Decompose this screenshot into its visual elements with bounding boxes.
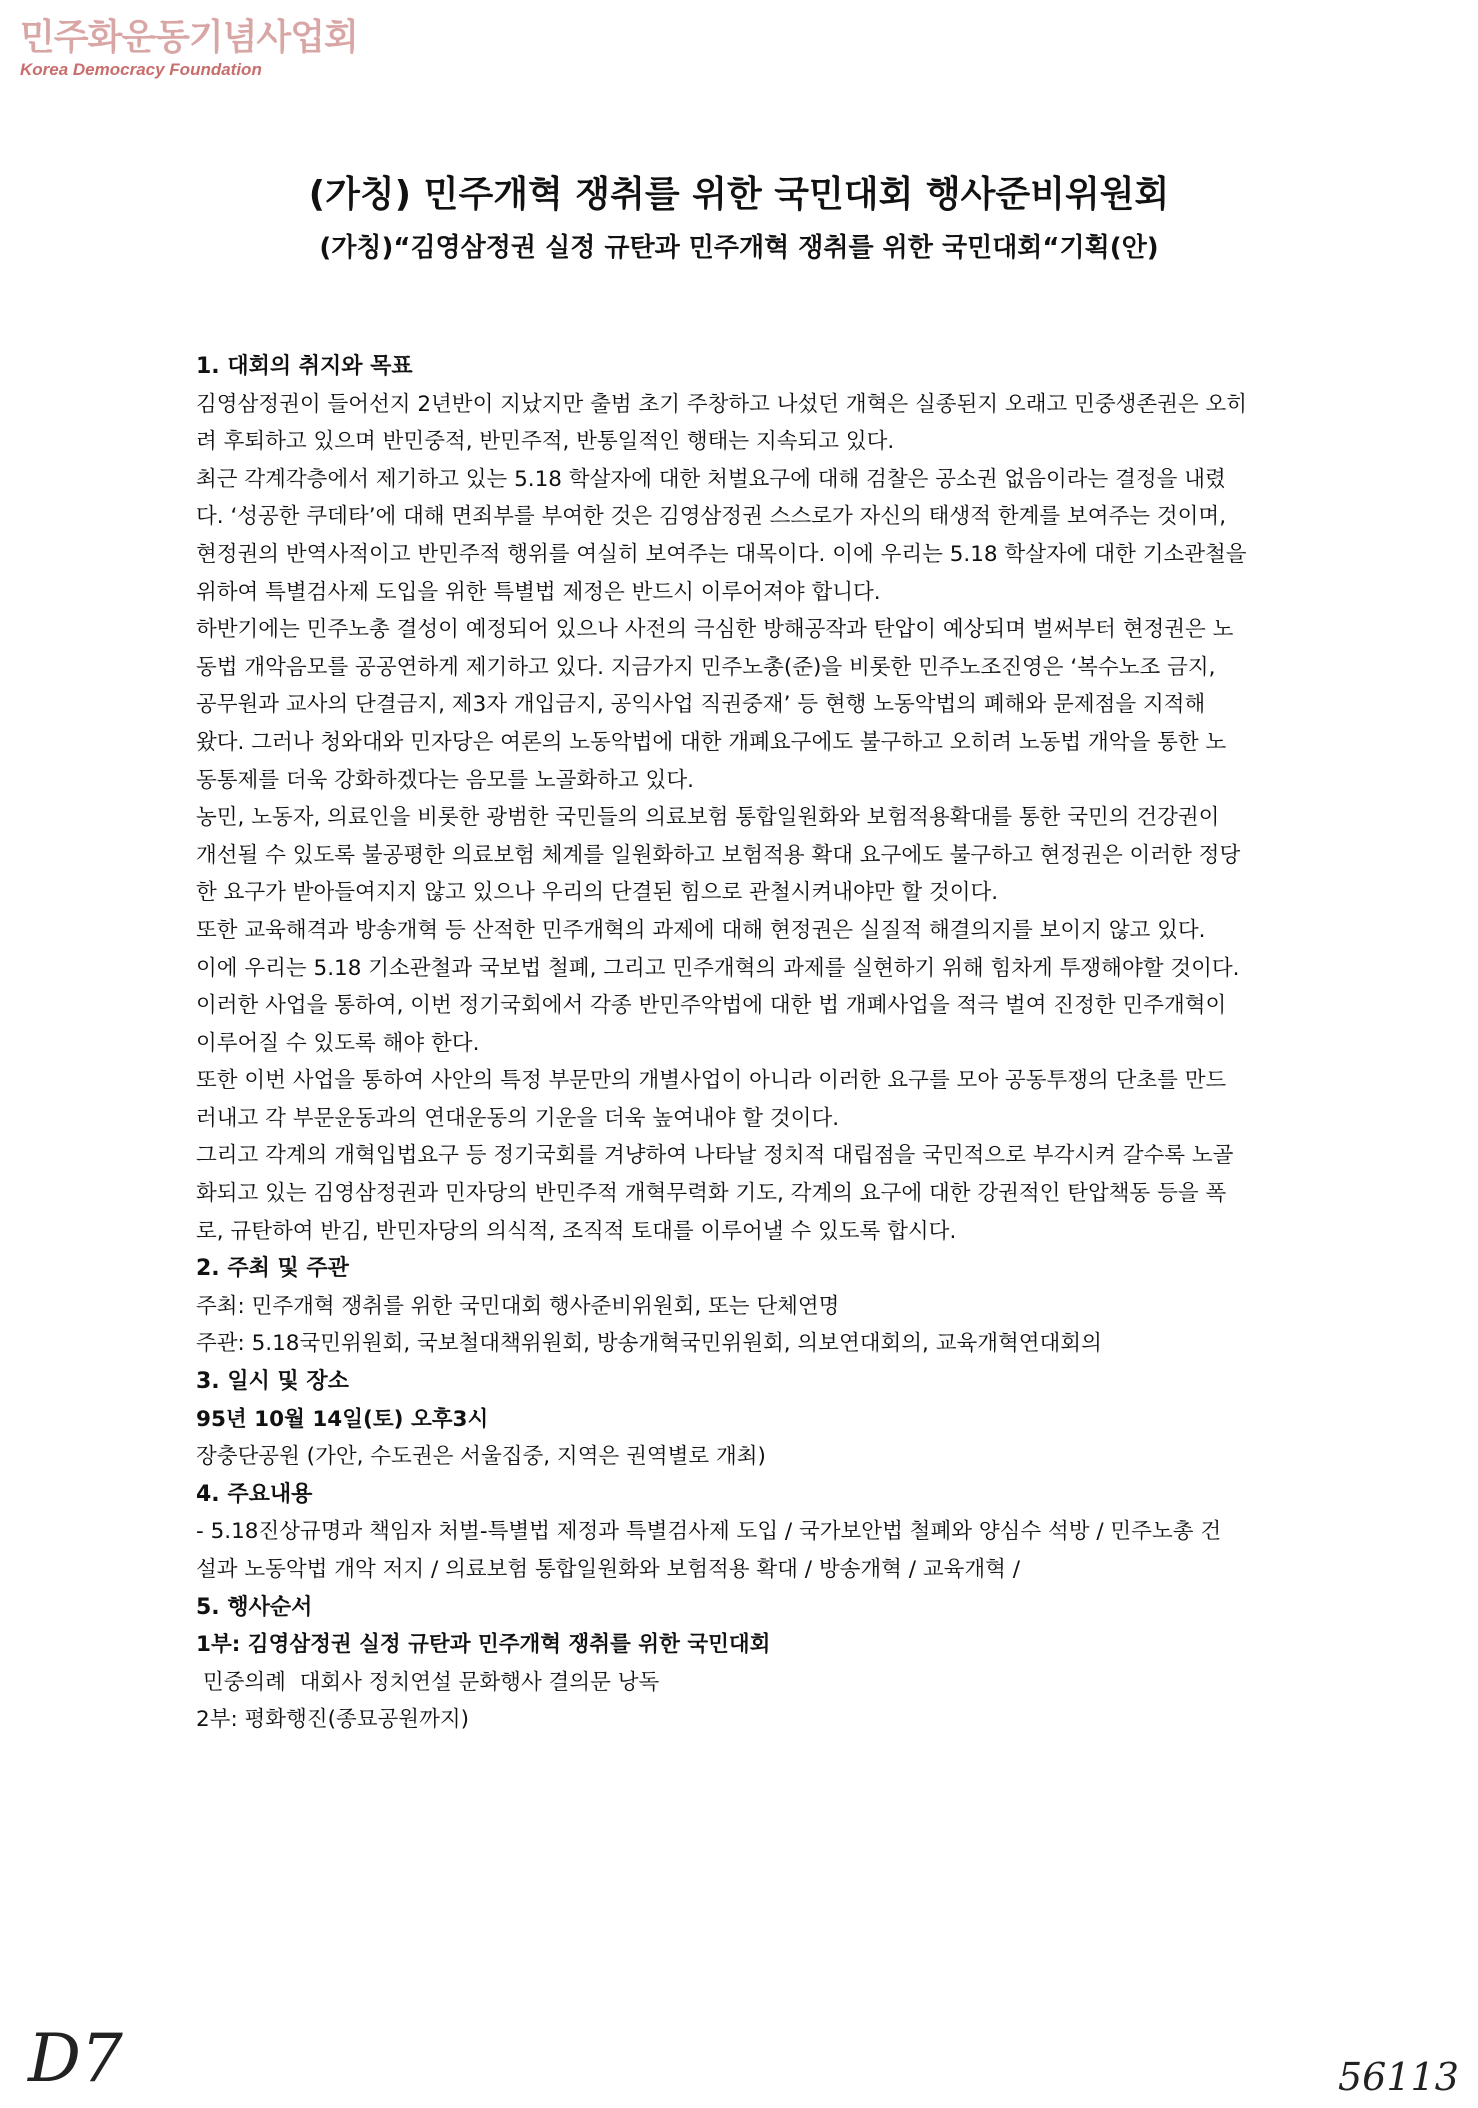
body-line: 이러한 사업을 통하여, 이번 정기국회에서 각종 반민주악법에 대한 법 개폐사업을 적극 벌여 진정한 민주개혁이 [196, 993, 1227, 1019]
body-line: 위하여 특별검사제 도입을 위한 특별법 제정은 반드시 이루어져야 합니다. [196, 579, 881, 605]
body-line: 공무원과 교사의 단결금지, 제3자 개입금지, 공익사업 직권중재’ 등 현행 노동악법의 폐해와 문제점을 지적해 [196, 692, 1206, 718]
body-line: 개선될 수 있도록 불공평한 의료보험 체계를 일원화하고 보험적용 확대 요구에도 불구하고 현정권은 이러한 정당 [196, 842, 1241, 868]
event-place: 장충단공원 (가안, 수도권은 서울집중, 지역은 권역별로 개최) [196, 1444, 766, 1470]
part-1-title: 1부: 김영삼정권 실정 규탄과 민주개혁 쟁취를 위한 국민대회 [196, 1632, 771, 1658]
section-1-heading: 1. 대회의 취지와 목표 [196, 354, 413, 379]
body-line: 또한 교육해격과 방송개혁 등 산적한 민주개혁의 과제에 대해 현정권은 실질적 해결의지를 보이지 않고 있다. [196, 917, 1206, 943]
handwritten-mark-left: D7 [28, 2020, 123, 2097]
document-title: (가칭) 민주개혁 쟁취를 위한 국민대회 행사준비위원회 [308, 174, 1170, 215]
body-line: 하반기에는 민주노총 결성이 예정되어 있으나 사전의 극심한 방해공작과 탄압이 예상되며 벌써부터 현정권은 노 [196, 617, 1234, 643]
foundation-watermark [20, 18, 358, 80]
body-line: 그리고 각계의 개혁입법요구 등 정기국회를 겨냥하여 나타날 정치적 대립점을 국민적으로 부각시켜 갈수록 노골 [196, 1143, 1234, 1169]
body-line: 려 후퇴하고 있으며 반민중적, 반민주적, 반통일적인 행태는 지속되고 있다. [196, 429, 895, 455]
document-subtitle: (가칭)“김영삼정권 실정 규탄과 민주개혁 쟁취를 위한 국민대회“기획(안) [319, 233, 1159, 263]
main-content-line-2: 설과 노동악법 개악 저지 / 의료보험 통합일원화와 보험적용 확대 / 방송개혁 / 교육개혁 / [196, 1557, 1020, 1582]
event-datetime: 95년 10월 14일(토) 오후3시 [196, 1406, 489, 1432]
body-line: 한 요구가 받아들여지지 않고 있으나 우리의 단결된 힘으로 관철시켜내야만 할 것이다. [196, 880, 999, 906]
body-line: 농민, 노동자, 의료인을 비롯한 광범한 국민들의 의료보험 통합일원화와 보험적용확대를 통한 국민의 건강권이 [196, 805, 1220, 831]
body-line: 로, 규탄하여 반김, 반민자당의 의식적, 조직적 토대를 이루어낼 수 있도록 합시다. [196, 1218, 957, 1244]
body-line: 동통제를 더욱 강화하겠다는 음모를 노골화하고 있다. [196, 767, 694, 793]
watermark-english: Korea Democracy Foundation [20, 60, 262, 79]
body-line: 동법 개악음모를 공공연하게 제기하고 있다. 지금가지 민주노총(준)을 비롯한 민주노조진영은 ‘복수노조 금지, [196, 654, 1216, 680]
host-line: 주최: 민주개혁 쟁취를 위한 국민대회 행사준비위원회, 또는 단체연명 [196, 1293, 840, 1319]
handwritten-number-right: 56113 [1338, 2055, 1459, 2099]
section-1-text [196, 386, 1296, 1251]
part-2-line: 2부: 평화행진(종묘공원까지) [196, 1707, 469, 1733]
section-4-heading: 4. 주요내용 [196, 1481, 313, 1507]
part-1-items: 민중의례 대회사 정치연설 문화행사 결의문 낭독 [196, 1669, 660, 1695]
body-line: 최근 각계각층에서 제기하고 있는 5.18 학살자에 대한 처벌요구에 대해 검찰은 공소권 없음이라는 결정을 내렸 [196, 466, 1226, 492]
body-line: 김영삼정권이 들어선지 2년반이 지났지만 출범 초기 주창하고 나섰던 개혁은 실종된지 오래고 민중생존권은 오히 [196, 391, 1248, 417]
body-line: 화되고 있는 김영삼정권과 민자당의 반민주적 개혁무력화 기도, 각계의 요구에 대한 강권적인 탄압책동 등을 폭 [196, 1181, 1227, 1207]
body-line: 또한 이번 사업을 통하여 사안의 특정 부문만의 개별사업이 아니라 이러한 요구를 모아 공동투쟁의 단초를 만드 [196, 1068, 1227, 1094]
organizer-line: 주관: 5.18국민위원회, 국보철대책위원회, 방송개혁국민위원회, 의보연대회의, 교육개혁연대회의 [196, 1331, 1102, 1357]
section-2-heading: 2. 주최 및 주관 [196, 1256, 349, 1282]
body-line: 이에 우리는 5.18 기소관철과 국보법 철폐, 그리고 민주개혁의 과제를 실현하기 위해 힘차게 투쟁해야할 것이다. [196, 955, 1240, 981]
body-line: 왔다. 그러나 청와대와 민자당은 여론의 노동악법에 대한 개폐요구에도 불구하고 오히려 노동법 개악을 통한 노 [196, 729, 1227, 755]
main-content-line-1: - 5.18진상규명과 책임자 처벌-특별법 제정과 특별검사제 도입 / 국가보안법 철폐와 양심수 석방 / 민주노총 건 [196, 1519, 1222, 1545]
body-line: 이루어질 수 있도록 해야 한다. [196, 1030, 480, 1056]
body-line: 현정권의 반역사적이고 반민주적 행위를 여실히 보여주는 대목이다. 이에 우리는 5.18 학살자에 대한 기소관철을 [196, 541, 1247, 567]
watermark-korean: 민주화운동기념사업회 [20, 17, 358, 58]
section-3-heading: 3. 일시 및 장소 [196, 1369, 349, 1395]
document-body [196, 348, 1296, 1739]
body-line: 다. ‘성공한 쿠데타’에 대해 면죄부를 부여한 것은 김영삼정권 스스로가 자신의 태생적 한계를 보여주는 것이며, [196, 504, 1227, 530]
section-5-heading: 5. 행사순서 [196, 1594, 313, 1620]
body-line: 러내고 각 부문운동과의 연대운동의 기운을 더욱 높여내야 할 것이다. [196, 1105, 840, 1131]
